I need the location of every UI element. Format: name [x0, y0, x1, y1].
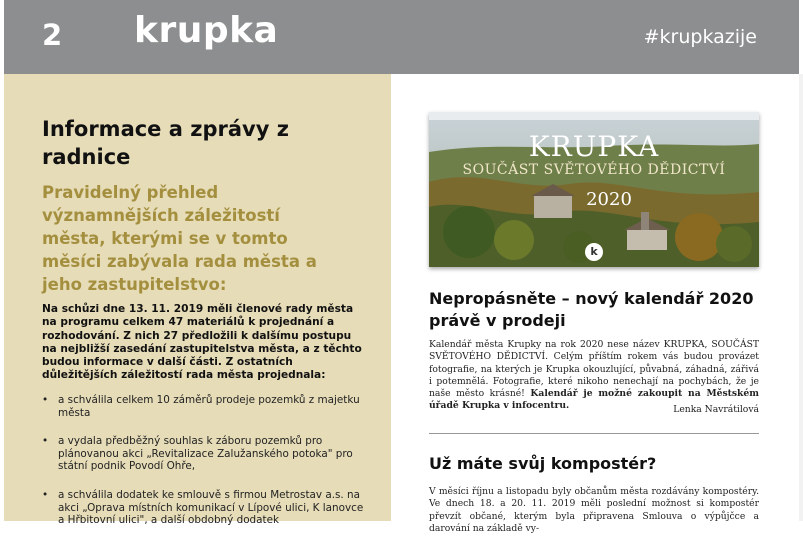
article-divider — [429, 433, 759, 434]
article-title: Nepropásněte – nový kalendář 2020 právě v prodeji — [429, 289, 754, 330]
krupka-logo-icon: k — [585, 243, 603, 261]
brand-logo: krupka — [134, 10, 279, 51]
article-text: Kalendář města Krupky na rok 2020 nese název KRUPKA, SOUČÁST SVĚTOVÉHO DĚDICTVÍ. Celým příštím rokem vás budou provázet fotografie, na kterých je Krupka okouzlující, půvabná, záhadná, zářivá i potemnělá. Fotografie, které nikoho nenechají na pochybách, že je naše město krásné! — [429, 339, 759, 400]
article-body — [429, 339, 759, 413]
article-author: Lenka Navrátilová — [673, 404, 759, 415]
calendar-cover-image — [429, 112, 759, 267]
list-item-text: a schválila dodatek ke smlouvě s firmou Metrostav a.s. na akci „Oprava místních komunikací v Lípové ulici, K lanovce a Hřbitovní ulici", a další obdobný dodatek — [58, 488, 364, 527]
list-item — [42, 435, 372, 473]
calendar-subtitle: SOUČÁST SVĚTOVÉHO DĚDICTVÍ — [462, 162, 726, 178]
list-item-text: a schválila celkem 10 záměrů prodeje pozemků z majetku města — [58, 394, 360, 419]
article-title: Už máte svůj kompostér? — [429, 454, 657, 473]
calendar-year: 2020 — [586, 189, 632, 210]
bullet-icon: • — [42, 394, 49, 406]
section-subtitle: Pravidelný přehled významnějších záležitostí města, kterými se v tomto měsíci zabývala rada města a jeho zastupitelstvo: — [42, 183, 317, 294]
page-edge — [799, 74, 803, 521]
council-news-column — [4, 74, 391, 527]
hashtag: #krupkazije — [643, 26, 757, 48]
articles-column — [391, 74, 799, 534]
page-number: 2 — [42, 18, 63, 52]
article-body: V měsíci říjnu a listopadu byly občanům města rozdávány kompostéry. Ve dnech 18. a 20. 11. 2019 měli poslední možnost si kompostér převzít občané, kterým byla připravena Smlouva o výpůjčce a darování na základě vy- — [429, 486, 759, 534]
section-intro: Na schůzi dne 13. 11. 2019 měli členové rady města na programu celkem 47 materiálů k projednání a rozhodování. Z nich 27 předložili k dalšímu postupu na nejbližší zasedání zastupitelstva města, a z těchto budou informace v další části. Z ostatních důležitějších záležitostí rada města projednala: — [42, 303, 362, 382]
bullet-icon: • — [42, 488, 49, 501]
article-highlight: Kalendář je možné zakoupit na Městském úřadě Krupka v infocentru. — [429, 388, 759, 412]
page-header — [4, 0, 799, 74]
decision-list — [42, 394, 372, 543]
list-item — [42, 394, 372, 419]
list-item — [42, 489, 372, 527]
calendar-title: KRUPKA — [528, 130, 660, 163]
section-title: Informace a zprávy z radnice — [42, 117, 289, 169]
bullet-icon: • — [42, 435, 49, 448]
list-item-text: a vydala předběžný souhlas k záboru pozemků pro plánovanou akci „Revitalizace Zalužanského potoka" pro státní podnik Povodí Ohře, — [58, 435, 353, 473]
